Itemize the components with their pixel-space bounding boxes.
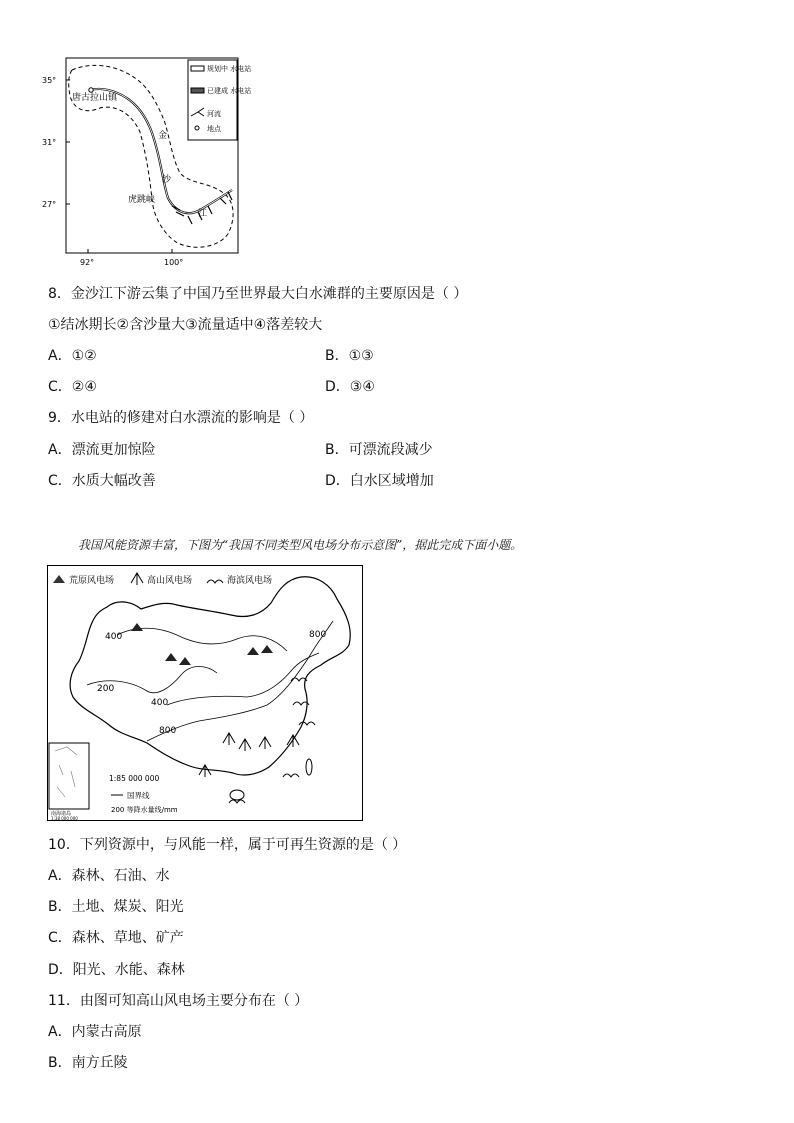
option-10a[interactable]: A．森林、石油、水	[48, 868, 170, 884]
isoline-label: 800	[309, 630, 327, 640]
option-8b[interactable]: B．①③	[325, 348, 374, 364]
isoline-label: 200	[97, 684, 115, 694]
option-9b[interactable]: B．可漂流段减少	[325, 442, 433, 458]
isoline-label: 800	[159, 726, 177, 736]
section-intro: 我国风能资源丰富，下图为“我国不同类型风电场分布示意图”，据此完成下面小题。	[78, 538, 523, 552]
option-8a[interactable]: A．①②	[48, 348, 97, 364]
legend-label: 荒原风电场	[69, 576, 115, 586]
place-icon	[195, 126, 199, 130]
legend-label: 规划中 水电站	[207, 65, 252, 73]
wind-map-svg	[47, 565, 363, 821]
river-char: 江	[198, 209, 208, 219]
question-11-stem: 11．由图可知高山风电场主要分布在（ ）	[48, 993, 309, 1009]
option-9a[interactable]: A．漂流更加惊险	[48, 442, 156, 458]
legend-label: 已建成 水电站	[207, 87, 252, 95]
place-label: 虎跳峡	[128, 195, 156, 205]
option-11b[interactable]: B．南方丘陵	[48, 1055, 128, 1071]
jinsha-river-map	[40, 58, 252, 273]
isoline-legend: 200 等降水量线/mm	[111, 806, 178, 814]
place-label: 唐古拉山镇	[72, 93, 118, 103]
option-10b[interactable]: B．土地、煤炭、阳光	[48, 899, 184, 915]
lat-label: 27°	[42, 200, 57, 209]
wind-farm-map	[47, 565, 363, 821]
option-11a[interactable]: A．内蒙古高原	[48, 1024, 142, 1040]
legend-label: 地点	[207, 125, 221, 133]
isoline-label: 400	[105, 632, 123, 642]
planned-station-icon	[191, 66, 204, 71]
question-9-stem: 9．水电站的修建对白水漂流的影响是（ ）	[48, 410, 314, 426]
lat-label: 35°	[42, 76, 57, 85]
option-8c[interactable]: C．②④	[48, 379, 97, 395]
option-8d[interactable]: D．③④	[325, 379, 375, 395]
legend-label: 河流	[207, 110, 221, 118]
question-8-statements: ①结冰期长②含沙量大③流量适中④落差较大	[48, 317, 323, 333]
map2-frame	[48, 566, 363, 821]
isoline-label: 400	[151, 698, 169, 708]
river-char: 金	[158, 131, 168, 141]
lon-label: 92°	[80, 258, 95, 267]
legend-label: 海滨风电场	[227, 576, 273, 586]
question-8-stem: 8．金沙江下游云集了中国乃至世界最大白水滩群的主要原因是（ ）	[48, 286, 468, 302]
option-10d[interactable]: D．阳光、水能、森林	[48, 962, 185, 978]
inset-scale: 1:38 000 000	[51, 816, 78, 821]
option-9d[interactable]: D．白水区域增加	[325, 473, 434, 489]
place-marker	[89, 88, 93, 92]
river-char: 沙	[162, 175, 172, 185]
question-10-stem: 10．下列资源中，与风能一样，属于可再生资源的是（ ）	[48, 837, 407, 853]
map-scale: 1:85 000 000	[109, 774, 160, 783]
option-10c[interactable]: C．森林、草地、矿产	[48, 930, 184, 946]
lat-label: 31°	[42, 138, 57, 147]
lon-label: 100°	[164, 258, 184, 267]
inset-title: 南海诸岛	[51, 811, 72, 817]
south-sea-inset	[49, 743, 89, 809]
legend-label: 高山风电场	[147, 576, 193, 586]
jinsha-map-svg	[40, 58, 252, 273]
boundary-label: 国界线	[127, 791, 150, 800]
option-9c[interactable]: C．水质大幅改善	[48, 473, 156, 489]
built-station-icon	[191, 88, 204, 93]
